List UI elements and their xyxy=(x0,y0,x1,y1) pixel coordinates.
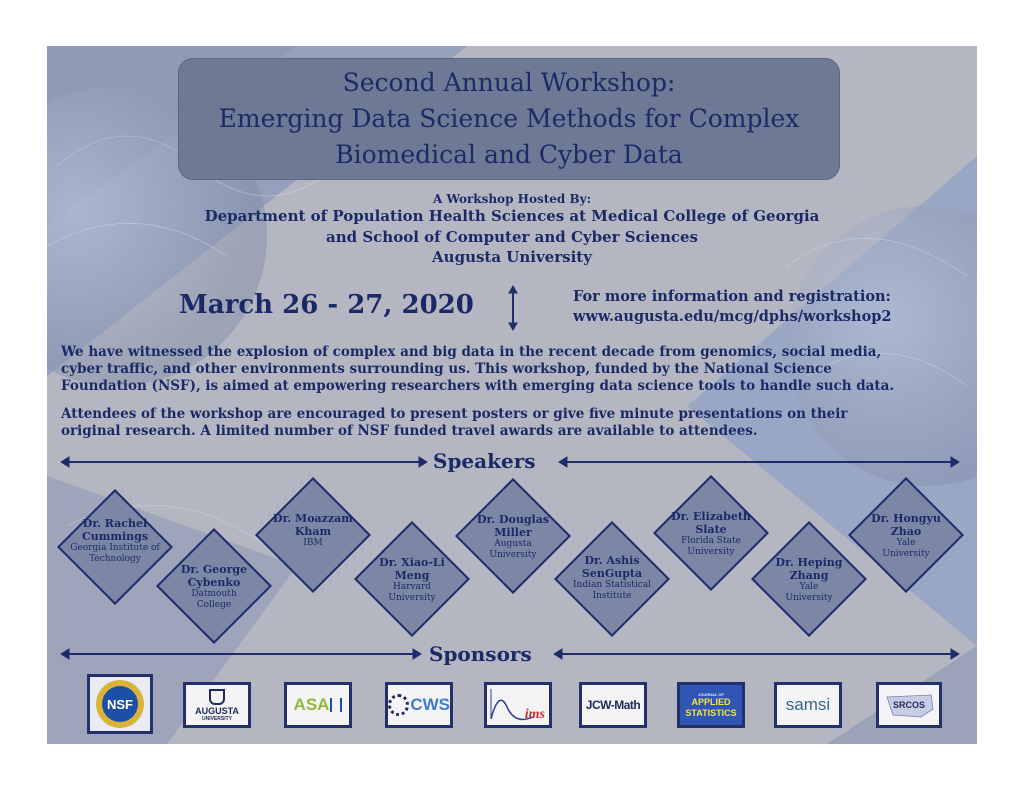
speaker-name: Meng xyxy=(394,569,430,582)
asa-bars-icon xyxy=(330,698,342,712)
speaker-name: Dr. Douglas xyxy=(476,513,550,526)
description-line-1: We have witnessed the explosion of complex and big data in the recent decade from genomics, social media, xyxy=(61,344,882,360)
speaker-name: Dr. Elizabeth xyxy=(671,510,751,523)
speaker-card-cummings xyxy=(61,517,169,565)
cws-label: CWS xyxy=(410,695,450,714)
augusta-logo xyxy=(183,682,251,728)
speaker-name: Dr. Xiao-Li xyxy=(379,556,445,569)
srcos-label: SRCOS xyxy=(892,700,925,710)
title-line-3: Biomedical and Cyber Data xyxy=(335,140,683,169)
speaker-name: Dr. Hongyu xyxy=(871,512,941,525)
speaker-affiliation: Augusta xyxy=(494,539,532,549)
applied-statistics-sublabel: STATISTICS xyxy=(685,707,737,718)
info-heading: For more information and registration: xyxy=(573,288,891,305)
ims-label: ims xyxy=(524,707,545,722)
cws-gear-icon xyxy=(388,694,409,716)
speaker-affiliation: Florida State xyxy=(681,536,741,546)
host-intro: A Workshop Hosted By: xyxy=(432,192,592,206)
applied-statistics-logo xyxy=(677,682,745,728)
speaker-affiliation: Indian Statistical xyxy=(572,580,652,590)
augusta-sublabel: UNIVERSITY xyxy=(201,715,232,722)
attendees-line-2: original research. A limited number of NSF funded travel awards are available to attendees. xyxy=(61,423,758,439)
speaker-card-sengupta xyxy=(558,554,666,602)
speaker-name: Kham xyxy=(294,525,332,538)
title-line-1: Second Annual Workshop: xyxy=(342,68,676,97)
speaker-affiliation: Yale xyxy=(896,538,916,548)
nsf-logo xyxy=(87,674,153,734)
speaker-name: Zhao xyxy=(890,525,922,538)
speaker-affiliation: University xyxy=(785,593,833,603)
speaker-affiliation: University xyxy=(489,550,537,560)
speaker-name: Slate xyxy=(695,523,727,536)
sponsors-heading: Sponsors xyxy=(429,642,532,666)
speaker-affiliation: Harvard xyxy=(392,582,432,592)
speaker-name: Cummings xyxy=(81,530,149,543)
nsf-label: NSF xyxy=(107,697,133,712)
description-line-3: Foundation (NSF), is aimed at empowering researchers with emerging data science tools to handle such data. xyxy=(61,378,895,394)
asa-label: ASA xyxy=(293,695,330,714)
speaker-affiliation: University xyxy=(388,593,436,603)
speaker-affiliation: IBM xyxy=(303,538,323,548)
augusta-label: AUGUSTA xyxy=(195,705,239,716)
title-line-2: Emerging Data Science Methods for Complex xyxy=(218,104,800,133)
host-line-2: and School of Computer and Cyber Sciences xyxy=(325,228,698,246)
jcw-math-logo xyxy=(579,682,647,728)
speaker-affiliation: Yale xyxy=(799,582,819,592)
speaker-card-meng xyxy=(358,556,466,604)
jcw-math-label: JCW-Math xyxy=(585,698,641,712)
speaker-card-cybenko xyxy=(160,563,268,611)
speaker-name: SenGupta xyxy=(581,567,643,580)
augusta-shield-icon xyxy=(209,689,225,705)
samsi-logo xyxy=(774,682,842,728)
speaker-name: Cybenko xyxy=(187,576,241,589)
speaker-name: Dr. Heping xyxy=(775,556,843,569)
asa-logo xyxy=(284,682,352,728)
speaker-affiliation: Institute xyxy=(592,591,632,601)
description-line-2: cyber traffic, and other environments surrounding us. This workshop, funded by the National Science xyxy=(61,361,832,377)
speaker-card-miller xyxy=(459,513,567,561)
applied-statistics-toplabel: JOURNAL OF xyxy=(698,691,724,697)
title-box xyxy=(179,59,839,179)
speakers-heading: Speakers xyxy=(433,449,536,473)
workshop-poster xyxy=(47,46,977,744)
speaker-affiliation: University xyxy=(882,549,930,559)
speaker-name: Dr. Ashis xyxy=(584,554,640,567)
speaker-name: Zhang xyxy=(789,569,829,582)
speaker-name: Dr. Rachel xyxy=(82,517,148,530)
samsi-label: samsi xyxy=(785,695,831,714)
host-line-3: Augusta University xyxy=(432,248,592,266)
attendees-line-1: Attendees of the workshop are encouraged to present posters or give five minute presentations on their xyxy=(61,406,848,422)
speaker-card-kham xyxy=(259,512,367,549)
speaker-name: Dr. Moazzam xyxy=(273,512,353,525)
speaker-card-slate xyxy=(657,510,765,558)
speaker-name: Miller xyxy=(494,526,532,539)
srcos-logo xyxy=(876,682,942,728)
event-date: March 26 - 27, 2020 xyxy=(179,290,474,320)
applied-statistics-label: APPLIED xyxy=(691,696,731,707)
speaker-affiliation: University xyxy=(687,547,735,557)
speaker-affiliation: Georgia Institute of xyxy=(70,543,160,553)
host-line-1: Department of Population Health Sciences at Medical College of Georgia xyxy=(204,207,820,225)
registration-url[interactable]: www.augusta.edu/mcg/dphs/workshop2 xyxy=(573,308,892,325)
nsf-seal-icon xyxy=(94,678,146,730)
speaker-card-zhang xyxy=(755,556,863,604)
speaker-affiliation: College xyxy=(196,600,232,610)
speaker-name: Dr. George xyxy=(180,563,248,576)
speaker-affiliation: Datmouth xyxy=(191,589,237,599)
speaker-card-zhao xyxy=(852,512,960,560)
ims-logo xyxy=(484,682,552,728)
cws-logo xyxy=(385,682,453,728)
speaker-affiliation: Technology xyxy=(89,554,141,564)
